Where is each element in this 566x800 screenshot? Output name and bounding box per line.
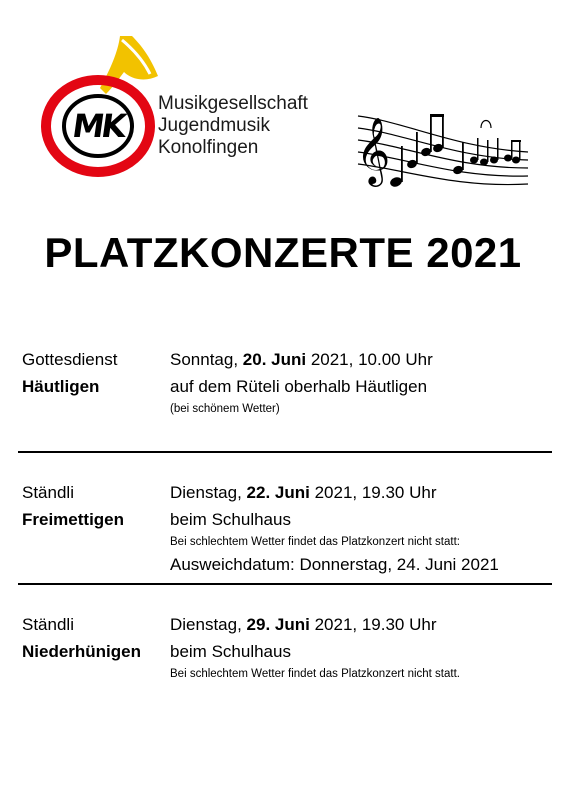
event-details <box>170 611 550 683</box>
event-day: Sonntag, <box>170 350 243 369</box>
event-label <box>22 479 167 533</box>
event-note: Bei schlechtem Wetter findet das Platzkonzert nicht statt: <box>170 536 460 548</box>
event-label <box>22 611 167 665</box>
event-type: Ständli <box>22 615 74 634</box>
event-location: beim Schulhaus <box>170 642 291 661</box>
org-name-line-1: Musikgesellschaft <box>158 93 308 114</box>
horn-logo-icon <box>38 30 168 180</box>
event-place: Häutligen <box>22 377 100 396</box>
music-notes-icon <box>356 108 531 193</box>
event-place: Niederhünigen <box>22 642 142 661</box>
org-name-line-2: Jugendmusik <box>158 115 270 136</box>
divider <box>18 451 552 453</box>
event-note: (bei schönem Wetter) <box>170 403 280 415</box>
org-name <box>158 93 308 159</box>
event-day: Dienstag, <box>170 615 247 634</box>
event-place: Freimettigen <box>22 510 125 529</box>
logo-letters: MK <box>70 107 126 145</box>
event-datetime <box>170 611 550 638</box>
org-name-line-3: Konolfingen <box>158 137 259 158</box>
event-location: auf dem Rüteli oberhalb Häutligen <box>170 377 428 396</box>
event-details <box>170 346 550 418</box>
event-location: beim Schulhaus <box>170 510 291 529</box>
org-logo <box>38 30 328 180</box>
page-title: PLATZKONZERTE 2021 <box>44 229 522 276</box>
event-time: 2021, 19.30 Uhr <box>309 483 437 502</box>
event-details <box>170 479 550 578</box>
event-type: Ständli <box>22 483 74 502</box>
event-datetime <box>170 346 550 373</box>
event-alternate-date: Ausweichdatum: Donnerstag, 24. Juni 2021 <box>170 555 499 574</box>
event-time: 2021, 19.30 Uhr <box>309 615 437 634</box>
event-datetime <box>170 479 550 506</box>
divider <box>18 583 552 585</box>
event-type: Gottesdienst <box>22 350 118 369</box>
event-date: 20. Juni <box>242 350 307 369</box>
event-note: Bei schlechtem Wetter findet das Platzkonzert nicht statt. <box>170 668 460 680</box>
event-day: Dienstag, <box>170 483 247 502</box>
event-date: 29. Juni <box>246 615 310 634</box>
event-date: 22. Juni <box>246 483 310 502</box>
svg-text:𝄞: 𝄞 <box>356 116 391 184</box>
event-time: 2021, 10.00 Uhr <box>306 350 433 369</box>
event-label <box>22 346 167 400</box>
